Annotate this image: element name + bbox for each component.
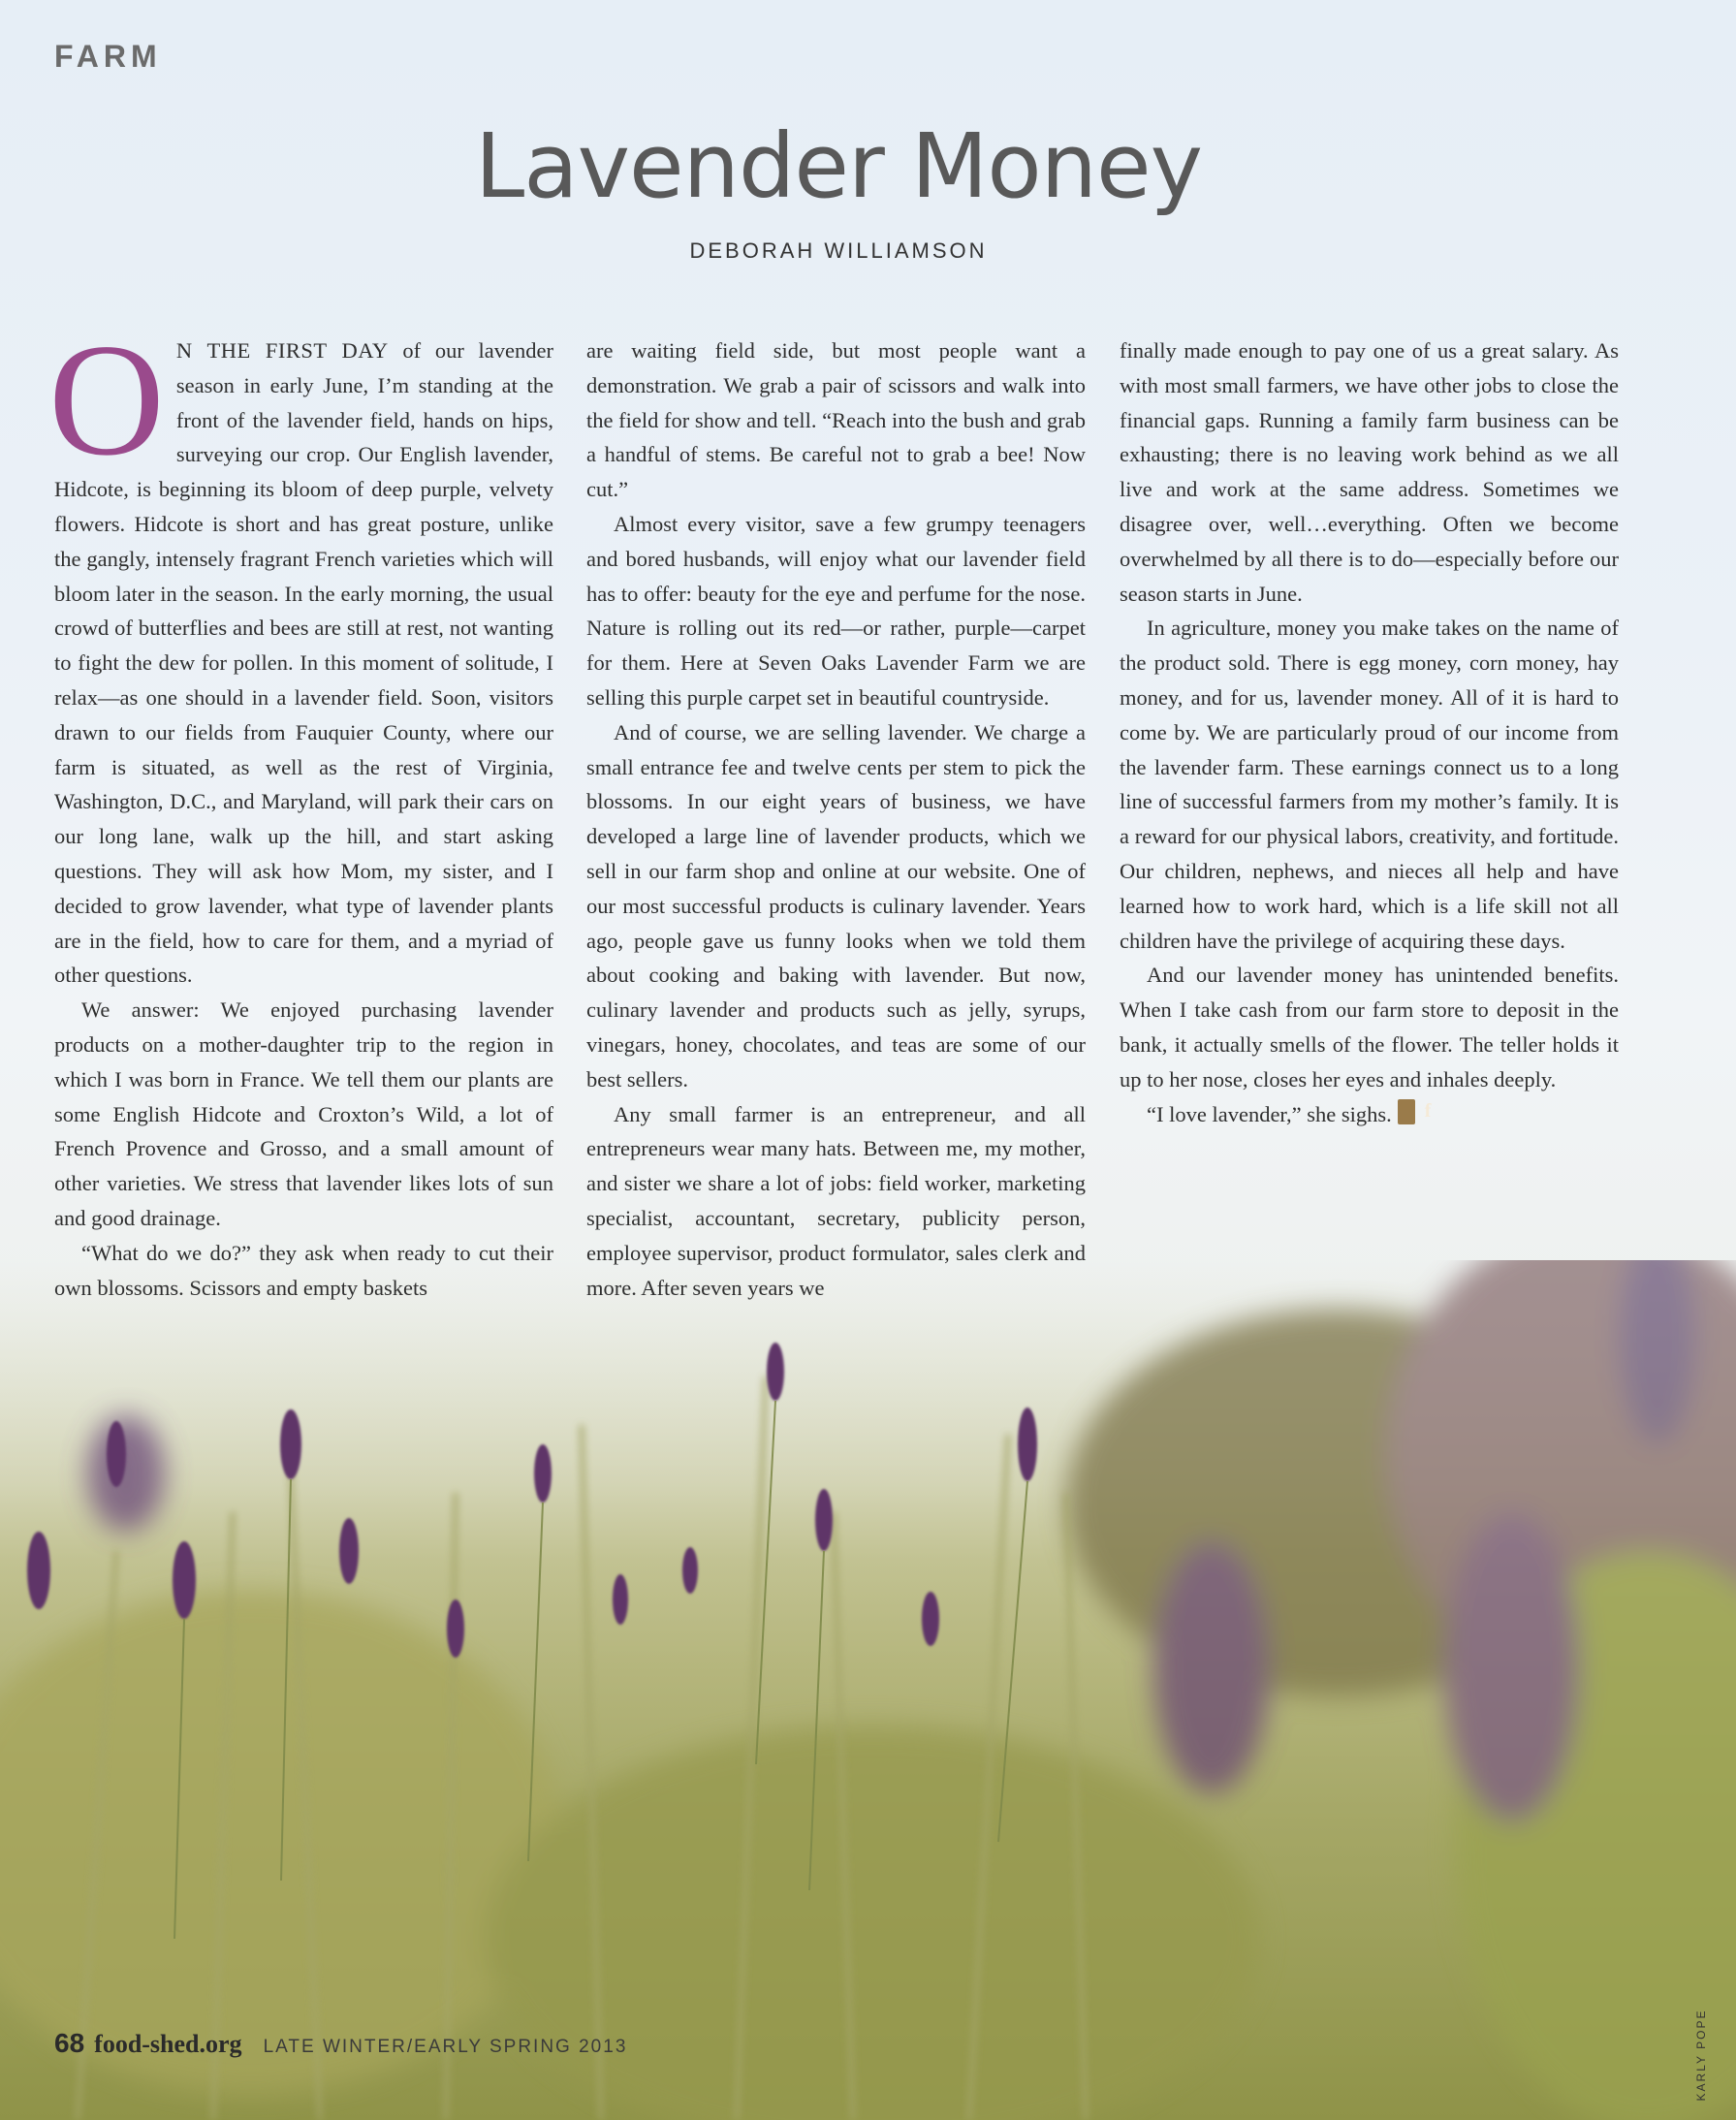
paragraph-text: of our lavender season in early June, I’m standing at the front of the lavender field, hands on hips, surveying our crop. Our English lavender, Hidcote, is beginning its bloom of deep purple, velvety flowers. Hidcote is short and has great posture, unlike the gangly, intensely fragrant French varieties which will bloom later in the season. In the early morning, the usual crowd of butterflies and bees are still at rest, not wanting to fight the dew for pollen. In this moment of solitude, I relax—as one should in a lavender field. Soon, visitors drawn to our fields from Fauquier County, where our farm is situated, as well as the rest of Virginia, Washington, D.C., and Maryland, will park their cars on our long lane, walk up the hill, and start asking questions. They will ask how Mom, my sister, and I decided to grow lavender, what type of lavender plants are in the field, how to care for them, and a myriad of other questions. <box>54 338 553 988</box>
drop-cap: O <box>48 310 165 489</box>
paragraph-closing <box>1120 1097 1619 1132</box>
paragraph: In agriculture, money you make takes on the name of the product sold. There is egg money, corn money, hay money, and for us, lavender money. All of it is hard to come by. We are particularly proud of our income from the lavender farm. These earnings connect us to a long line of successful farmers from my mother’s family. It is a reward for our physical labors, creativity, and fortitude. Our children, nephews, and nieces all help and have learned how to work hard, which is a life skill not all children have the privilege of acquiring these days. <box>1120 616 1619 953</box>
text-column-1 <box>48 310 553 1305</box>
closing-quote: “I love lavender,” she sighs. <box>1147 1101 1392 1126</box>
paragraph-continued: finally made enough to pay one of us a great salary. As with most small farmers, we have other jobs to close the financial gaps. Running a family farm business can be exhausting; there is no leaving work behind as we all live and work at the same address. Sometimes we disagree over, well…everything. Often we become overwhelmed by all there is to do—especially before our season starts in June. <box>1120 338 1619 606</box>
paragraph: “What do we do?” they ask when ready to cut their own blossoms. Scissors and empty baskets <box>54 1240 553 1300</box>
issue-label: LATE WINTER/EARLY SPRING 2013 <box>263 2037 628 2057</box>
paragraph: Almost every visitor, save a few grumpy teenagers and bored husbands, will enjoy what our lavender field has to offer: beauty for the eye and perfume for the nose. Nature is rolling out its red—or rather, purple—carpet for them. Here at Seven Oaks Lavender Farm we are selling this purple carpet set in beautiful countryside. <box>586 511 1086 710</box>
paragraph <box>48 310 553 993</box>
paragraph: And our lavender money has unintended benefits. When I take cash from our farm store to deposit in the bank, it actually smells of the flower. The teller holds it up to her nose, closes her eyes and inhales deeply. <box>1120 963 1619 1092</box>
paragraph: Any small farmer is an entrepreneur, and all entrepreneurs wear many hats. Between me, my mother, and sister we share a lot of jobs: field worker, marketing specialist, accountant, secretary, publicity person, employee supervisor, product formulator, sales clerk and more. After seven years we <box>586 1101 1086 1300</box>
lavender-field-photo <box>0 1260 1736 2120</box>
end-mark-icon: f <box>1398 1099 1415 1124</box>
site-link[interactable]: food-shed.org <box>94 2030 242 2058</box>
page-footer <box>54 2028 627 2059</box>
photo-credit: KARLY POPE <box>1694 2009 1708 2102</box>
paragraph: We answer: We enjoyed purchasing lavender products on a mother-daughter trip to the region in which I was born in France. We tell them our plants are some English Hidcote and Croxton’s Wild, a lot of French Provence and Grosso, and a small amount of other varieties. We stress that lavender likes lots of sun and good drainage. <box>54 997 553 1230</box>
page-number: 68 <box>54 2028 85 2058</box>
paragraph: And of course, we are selling lavender. We charge a small entrance fee and twelve cents per stem to pick the blossoms. In our eight years of business, we have developed a large line of lavender products, which we sell in our farm shop and online at our website. One of our most successful products is culinary lavender. Years ago, people gave us funny looks when we told them about cooking and baking with lavender. But now, culinary lavender and products such as jelly, syrups, vinegars, honey, chocolates, and teas are some of our best sellers. <box>586 719 1086 1092</box>
lead-in: N THE FIRST DAY <box>175 338 389 363</box>
text-column-2 <box>586 333 1086 1305</box>
text-column-3 <box>1120 333 1619 1131</box>
section-label: FARM <box>54 39 162 74</box>
article-title: Lavender Money <box>474 114 1203 218</box>
article-byline: DEBORAH WILLIAMSON <box>689 238 988 263</box>
paragraph-continued: are waiting field side, but most people want a demonstration. We grab a pair of scissors and walk into the field for show and tell. “Reach into the bush and grab a handful of stems. Be careful not to grab a bee! Now cut.” <box>586 338 1086 502</box>
